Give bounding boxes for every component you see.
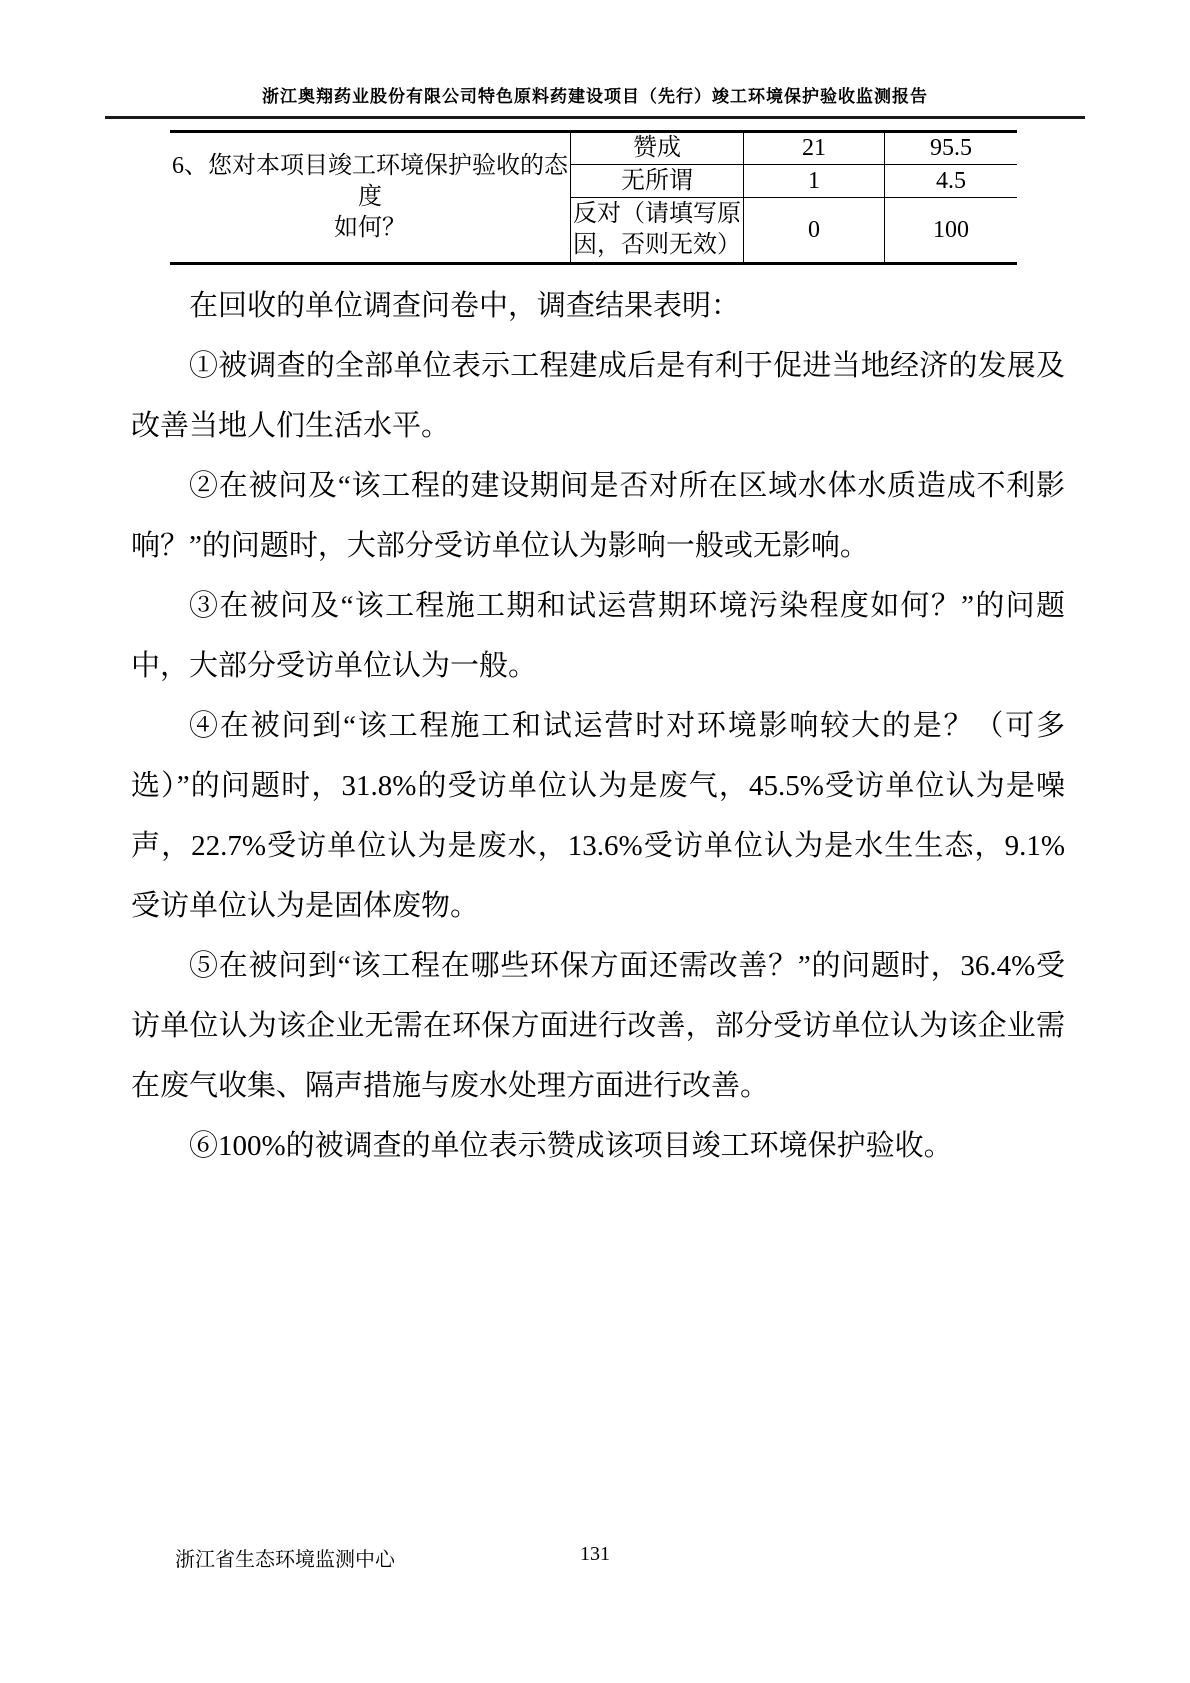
table-cell-option: 赞成 bbox=[571, 132, 744, 165]
paragraph-1: ①被调查的全部单位表示工程建成后是有利于促进当地经济的发展及改善当地人们生活水平。 bbox=[131, 350, 1065, 442]
table-cell-count: 0 bbox=[744, 198, 885, 264]
page-header bbox=[105, 82, 1085, 119]
paragraph-intro: 在回收的单位调查问卷中，调查结果表明： bbox=[189, 290, 741, 322]
page-footer bbox=[0, 1543, 1190, 1573]
table-cell-option: 无所谓 bbox=[571, 165, 744, 198]
paragraph-2: ②在被问及“该工程的建设期间是否对所在区域水体水质造成不利影响？”的问题时，大部分受访单位认为影响一般或无影响。 bbox=[131, 470, 1065, 562]
paragraph-3: ③在被问及“该工程施工期和试运营期环境污染程度如何？”的问题中，大部分受访单位认为一般。 bbox=[131, 590, 1065, 682]
paragraph-6: ⑥100%的被调查的单位表示赞成该项目竣工环境保护验收。 bbox=[189, 1130, 953, 1162]
question-text-line2: 如何？ bbox=[334, 215, 406, 241]
table-cell-question bbox=[170, 132, 571, 264]
page-number: 131 bbox=[580, 1543, 610, 1565]
table-cell-percent: 95.5 bbox=[885, 132, 1018, 165]
table-row bbox=[170, 132, 1017, 165]
paragraph-4: ④在被问到“该工程施工和试运营时对环境影响较大的是？（可多选）”的问题时，31.8%的受访单位认为是废气，45.5%受访单位认为是噪声，22.7%受访单位认为是废水，13.6%受访单位认为是水生生态，9.1%受访单位认为是固体废物。 bbox=[131, 710, 1065, 922]
table-cell-count: 1 bbox=[744, 165, 885, 198]
body-text-block bbox=[131, 276, 1065, 1176]
question-text-line1: 6、您对本项目竣工环境保护验收的态度 bbox=[172, 153, 568, 210]
survey-result-table bbox=[170, 130, 1017, 265]
report-title: 浙江奥翔药业股份有限公司特色原料药建设项目（先行）竣工环境保护验收监测报告 bbox=[262, 87, 928, 106]
table-cell-count: 21 bbox=[744, 132, 885, 165]
table-cell-option: 反对（请填写原因，否则无效） bbox=[571, 198, 744, 264]
table-cell-percent: 4.5 bbox=[885, 165, 1018, 198]
table-cell-percent: 100 bbox=[885, 198, 1018, 264]
paragraph-5: ⑤在被问到“该工程在哪些环保方面还需改善？”的问题时，36.4%受访单位认为该企业无需在环保方面进行改善，部分受访单位认为该企业需在废气收集、隔声措施与废水处理方面进行改善。 bbox=[131, 950, 1065, 1102]
footer-organization: 浙江省生态环境监测中心 bbox=[175, 1549, 395, 1571]
